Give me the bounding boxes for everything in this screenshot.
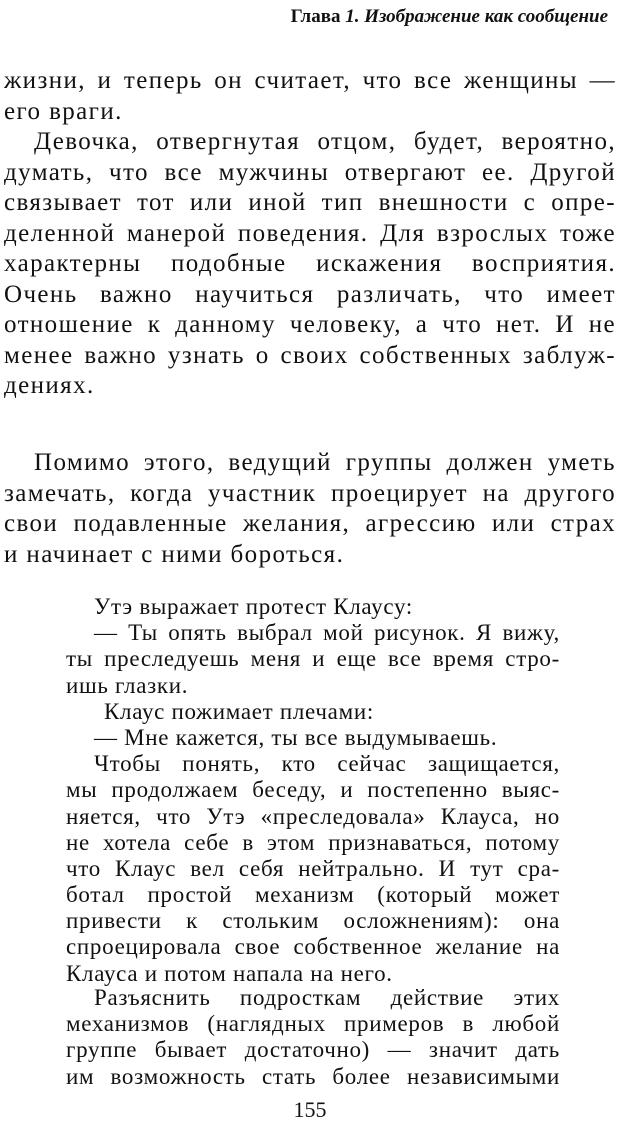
running-header: [0, 6, 608, 28]
text-line: дениях.: [4, 372, 95, 399]
paragraph: [4, 127, 616, 402]
text-line: отношение к данному человеку, а что нет. И не: [4, 311, 616, 338]
text-line: привести к стольким осложнениям): она: [66, 908, 560, 934]
text-line: его враги.: [4, 97, 123, 125]
text-line: — Ты опять выбрал мой рисунок. Я вижу,: [94, 620, 560, 646]
text-line: спроецировала свое собственное желание на: [66, 934, 560, 960]
text-line: Помимо этого, ведущий группы должен уметь: [34, 449, 616, 476]
text-line: ишь глазки.: [66, 672, 189, 698]
header-chapter: Глава: [290, 6, 341, 27]
text-line: Девочка, отвергнутая отцом, будет, вероятно,: [34, 128, 616, 155]
text-line: и начинает с ними бороться.: [4, 540, 345, 568]
text-line: не хотела себе в этом признаваться, потому: [66, 829, 560, 855]
text-line: свои подавленные желания, агрессию или страх: [4, 510, 616, 537]
text-line: замечать, когда участник проецирует на другого: [4, 479, 616, 507]
text-line: думать, что все мужчины отвергают ее. Другой: [4, 158, 616, 186]
text-line: Разъяснить подросткам действие этих: [94, 985, 560, 1010]
text-line: группе бывает достаточно) — значит дать: [66, 1037, 560, 1063]
text-line: няется, что Утэ «преследовала» Клауса, но: [66, 803, 560, 829]
text-line: связывает тот или иной тип внешности с опре-: [4, 189, 616, 216]
text-line: механизмов (наглядных примеров в любой: [66, 1011, 560, 1037]
text-line: что Клаус вел себя нейтрально. И тут сра-: [66, 855, 560, 881]
text-line: Клаус пожимает плечами:: [104, 698, 374, 724]
paragraph: [66, 985, 560, 1090]
text-line: — Мне кажется, ты все выдумываешь.: [94, 724, 498, 750]
page-number: 155: [293, 1097, 327, 1122]
text-line: Чтобы понять, кто сейчас защищается,: [94, 751, 560, 777]
text-line: характерны подобные искажения восприятия.: [4, 250, 616, 277]
text-line: менее важно узнать о своих собственных заблуж-: [4, 341, 616, 369]
text-line: ботал простой механизм (который может: [66, 882, 560, 908]
case-example: [66, 594, 560, 987]
header-chapter-title: Изображение как сообщение: [364, 6, 608, 27]
paragraph: [4, 448, 616, 570]
text-line: деленной манерой поведения. Для взрослых тоже: [4, 219, 616, 247]
header-chapter-number: 1.: [345, 6, 360, 27]
text-line: Очень важно научиться различать, что имеет: [4, 280, 616, 308]
text-line: Клауса и потом напала на него.: [66, 960, 393, 986]
paragraph-continued: [4, 66, 616, 127]
text-line: им возможность стать более независимыми: [66, 1063, 560, 1089]
text-line: Утэ выражает протест Клаусу:: [94, 594, 413, 619]
text-line: мы продолжаем беседу, и постепенно выяс-: [66, 777, 560, 803]
text-line: ты преследуешь меня и еще все время стро-: [66, 646, 560, 672]
text-line: жизни, и теперь он считает, что все женщины —: [4, 67, 616, 94]
